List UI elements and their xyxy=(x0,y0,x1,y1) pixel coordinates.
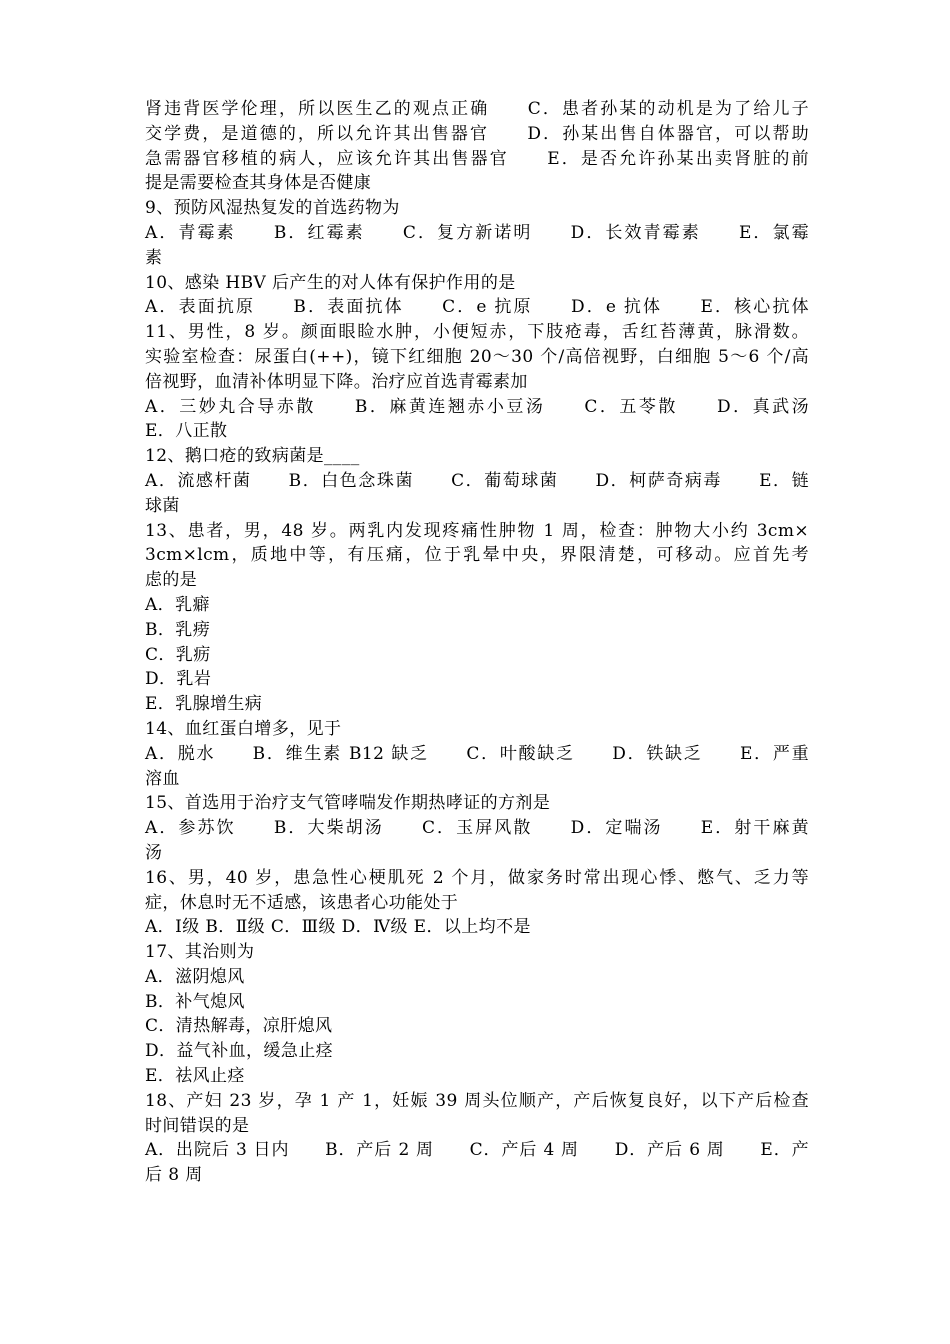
text-line: A．流感杆菌 B．白色念珠菌 C．葡萄球菌 D．柯萨奇病毒 E．链 xyxy=(145,470,809,491)
text-line: A．表面抗原 B．表面抗体 C．e 抗原 D．e 抗体 E．核心抗体 xyxy=(145,297,809,318)
text-line: 急需器官移植的病人，应该允许其出售器官 E．是否允许孙某出卖肾脏的前 xyxy=(145,148,809,169)
text-line: D．益气补血，缓急止痉 xyxy=(145,1041,334,1062)
text-line: 14、血红蛋白增多，见于 xyxy=(145,718,342,739)
text-line: A．参苏饮 B．大柴胡汤 C．玉屏风散 D．定喘汤 E．射干麻黄 xyxy=(145,818,809,839)
text-line: 17、其治则为 xyxy=(145,942,255,963)
text-line: 11、男性，8 岁。颜面眼睑水肿，小便短赤，下肢疮毒，舌红苔薄黄，脉滑数。 xyxy=(145,322,809,343)
text-line: 素 xyxy=(145,247,163,268)
text-line: E．乳腺增生病 xyxy=(145,694,263,715)
text-line: 15、首选用于治疗支气管哮喘发作期热哮证的方剂是 xyxy=(145,793,551,814)
text-line: B．补气熄风 xyxy=(145,991,245,1012)
text-line: 时间错误的是 xyxy=(145,1115,250,1136)
text-line: 肾违背医学伦理，所以医生乙的观点正确 C．患者孙某的动机是为了给儿子 xyxy=(145,99,809,119)
text-line: A．三妙丸合导赤散 B．麻黄连翘赤小豆汤 C．五苓散 D．真武汤 xyxy=(145,396,809,417)
text-line: 球菌 xyxy=(145,495,180,516)
text-line: 倍视野，血清补体明显下降。治疗应首选青霉素加 xyxy=(145,371,528,392)
text-line: A．乳癖 xyxy=(145,594,210,615)
text-line: C．乳疬 xyxy=(145,644,211,665)
text-line: A．Ⅰ级 B．Ⅱ级 C．Ⅲ级 D．Ⅳ级 E．以上均不是 xyxy=(145,917,531,938)
text-line: 溶血 xyxy=(145,768,180,789)
text-line: A．滋阴熄风 xyxy=(145,966,245,987)
text-line: 10、感染 HBV 后产生的对人体有保护作用的是 xyxy=(145,272,516,293)
text-line: 汤 xyxy=(145,842,163,863)
text-line: 12、鹅口疮的致病菌是____ xyxy=(145,446,360,467)
text-line: 虑的是 xyxy=(145,570,198,591)
text-line: 3cm×lcm，质地中等，有压痛，位于乳晕中央，界限清楚，可移动。应首先考 xyxy=(145,545,809,566)
text-line: B．乳痨 xyxy=(145,619,211,640)
text-line: C．清热解毒，凉肝熄风 xyxy=(145,1016,333,1037)
text-line: 提是需要检查其身体是否健康 xyxy=(145,173,372,194)
text-line: 后 8 周 xyxy=(145,1165,203,1186)
text-line: A．出院后 3 日内 B．产后 2 周 C．产后 4 周 D．产后 6 周 E．产 xyxy=(145,1140,809,1161)
text-line: 9、预防风湿热复发的首选药物为 xyxy=(145,198,400,219)
text-line: A．青霉素 B．红霉素 C．复方新诺明 D．长效青霉素 E．氯霉 xyxy=(145,222,809,243)
text-line: 16、男，40 岁，患急性心梗肌死 2 个月，做家务时常出现心悸、憋气、乏力等 xyxy=(145,867,809,888)
text-line: 18、产妇 23 岁，孕 1 产 1，妊娠 39 周头位顺产，产后恢复良好，以下产后检查 xyxy=(145,1090,809,1111)
text-line: A．脱水 B．维生素 B12 缺乏 C．叶酸缺乏 D．铁缺乏 E．严重 xyxy=(145,743,809,764)
text-line: E．祛风止痉 xyxy=(145,1066,245,1087)
text-line: 症，休息时无不适感，该患者心功能处于 xyxy=(145,892,459,913)
text-line: 交学费，是道德的，所以允许其出售器官 D．孙某出售自体器官，可以帮助 xyxy=(145,123,809,144)
text-line: E．八正散 xyxy=(145,421,228,442)
document-page xyxy=(145,97,809,1188)
text-line: 实验室检查：尿蛋白(++)，镜下红细胞 20～30 个/高倍视野，白细胞 5～6 个/高 xyxy=(145,346,809,367)
text-line: 13、患者，男，48 岁。两乳内发现疼痛性肿物 1 周，检查：肿物大小约 3cm× xyxy=(145,520,809,541)
text-line: D．乳岩 xyxy=(145,669,212,690)
